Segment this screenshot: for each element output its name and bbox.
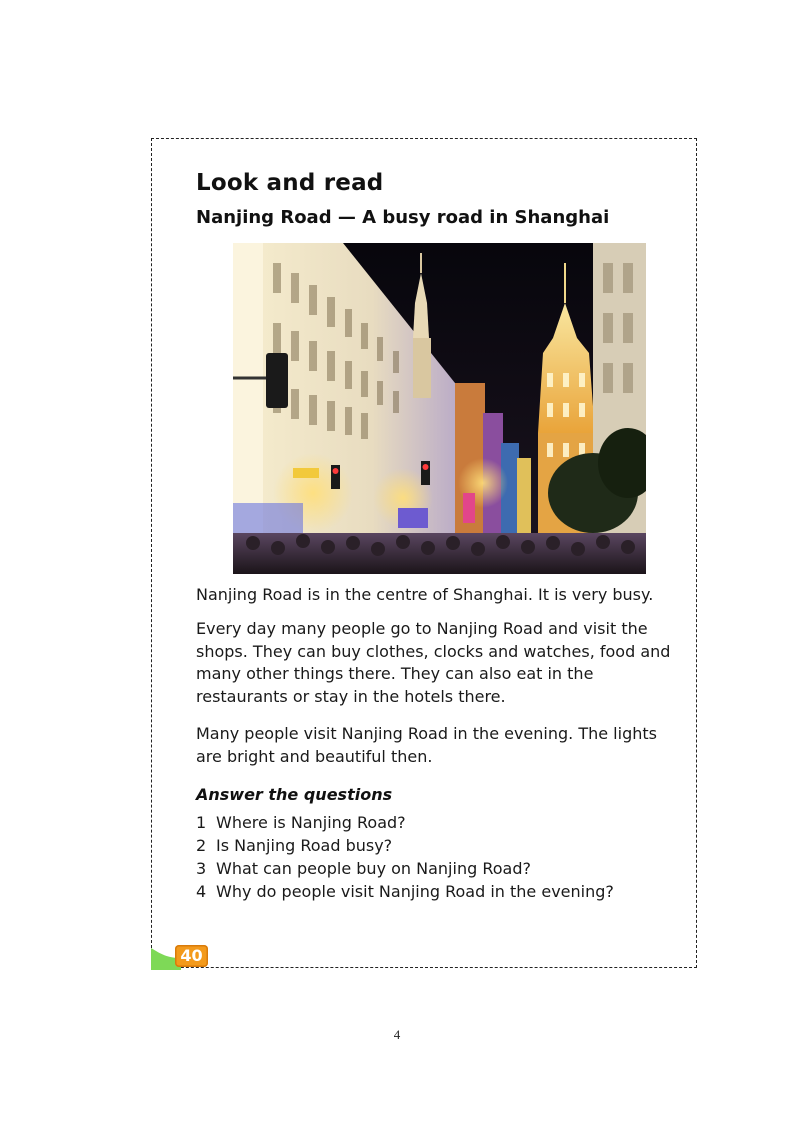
question-number: 4 [196,882,207,901]
question-text: Why do people visit Nanjing Road in the evening? [216,882,614,901]
paragraph-evening: Many people visit Nanjing Road in the evening. The lights are bright and beautiful then. [196,724,657,766]
question-item [196,811,614,834]
paragraph-shopping: Every day many people go to Nanjing Road and visit the shops. They can buy clothes, clocks and watches, food and many other things there. They can also eat in the restaurants or stay in the hotels there. [196,619,671,706]
question-item [196,857,614,880]
question-text: Where is Nanjing Road? [216,813,406,832]
street-photo [233,243,646,574]
question-text: What can people buy on Nanjing Road? [216,859,531,878]
paragraph-intro: Nanjing Road is in the centre of Shanghai. It is very busy. [196,585,654,604]
questions-list [196,811,614,903]
book-page-number-badge: 40 [175,945,208,967]
document-page-number: 4 [393,1027,401,1042]
question-item [196,880,614,903]
question-item [196,834,614,857]
page-title: Look and read [196,170,384,196]
question-number: 1 [196,813,207,832]
question-number: 3 [196,859,207,878]
question-text: Is Nanjing Road busy? [216,836,393,855]
question-number: 2 [196,836,207,855]
questions-title: Answer the questions [196,785,393,804]
page-subtitle: Nanjing Road — A busy road in Shanghai [196,207,610,228]
